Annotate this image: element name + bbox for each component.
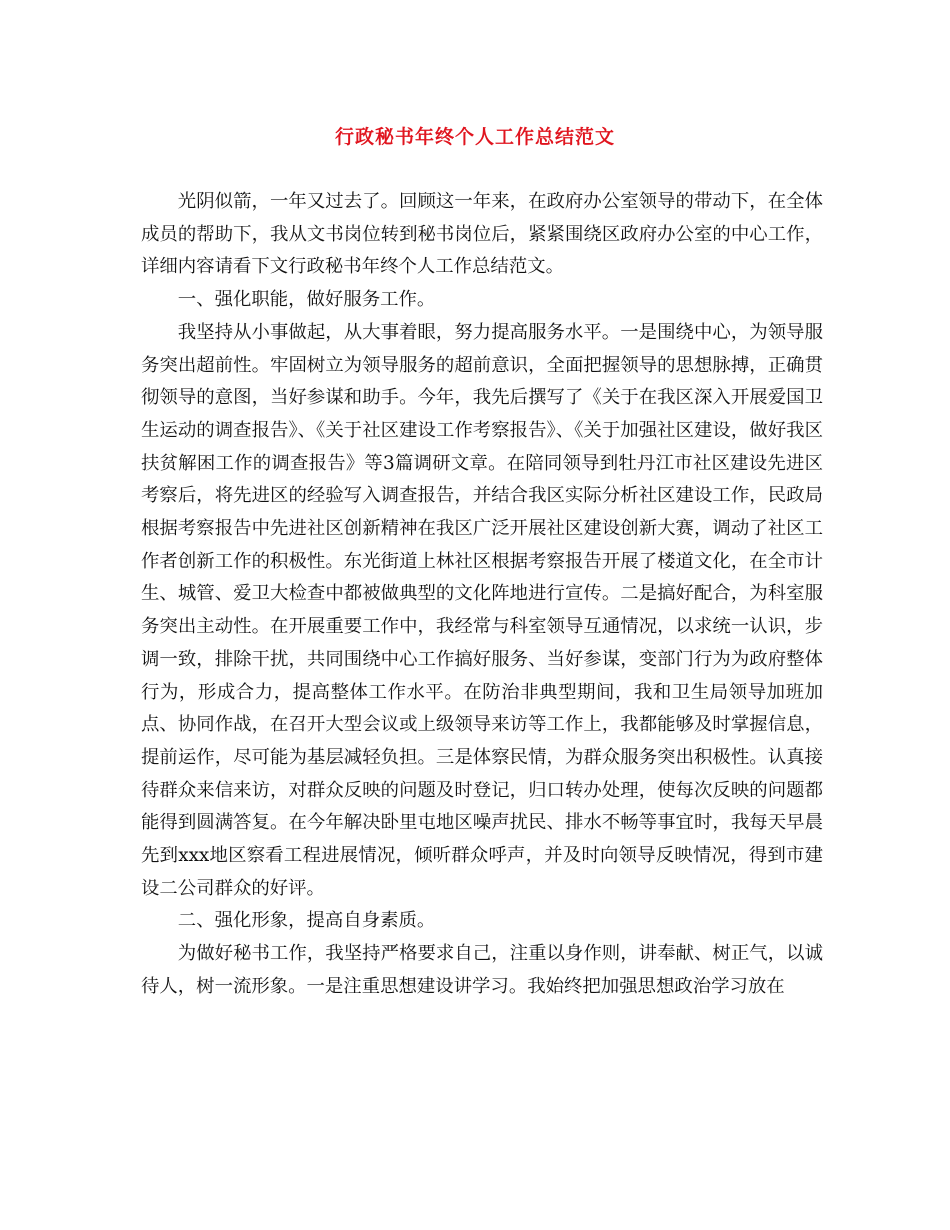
section-heading-1: 一、强化职能，做好服务工作。	[177, 289, 436, 311]
document-body	[141, 186, 823, 1004]
paragraph-intro: 光阴似箭，一年又过去了。回顾这一年来，在政府办公室领导的带动下，在全体成员的帮助下，我从文书岗位转到秘书岗位后，紧紧围绕区政府办公室的中心工作，详细内容请看下文行政秘书年终个人工作总结范文。	[141, 191, 823, 278]
document-title: 行政秘书年终个人工作总结范文	[334, 126, 615, 148]
section-heading-2: 二、强化形象，提高自身素质。	[177, 910, 436, 932]
paragraph-section-1: 我坚持从小事做起，从大事着眼，努力提高服务水平。一是围绕中心，为领导服务突出超前性。牢固树立为领导服务的超前意识，全面把握领导的思想脉搏，正确贯彻领导的意图，当好参谋和助手。今年，我先后撰写了《关于在我区深入开展爱国卫生运动的调查报告》、《关于社区建设工作考察报告》、《关于加强社区建设，做好我区扶贫解困工作的调查报告》等3篇调研文章。在陪同领导到牡丹江市社区建设先进区考察后，将先进区的经验写入调查报告，并结合我区实际分析社区建设工作，民政局根据考察报告中先进社区创新精神在我区广泛开展社区建设创新大赛，调动了社区工作者创新工作的积极性。东光街道上林社区根据考察报告开展了楼道文化，在全市计生、城管、爱卫大检查中都被做典型的文化阵地进行宣传。二是搞好配合，为科室服务突出主动性。在开展重要工作中，我经常与科室领导互通情况，以求统一认识，步调一致，排除干扰，共同围绕中心工作搞好服务、当好参谋，变部门行为为政府整体行为，形成合力，提高整体工作水平。在防治非典型期间，我和卫生局领导加班加点、协同作战，在召开大型会议或上级领导来访等工作上，我都能够及时掌握信息，提前运作，尽可能为基层减轻负担。三是体察民情，为群众服务突出积极性。认真接待群众来信来访，对群众反映的问题及时登记，归口转办处理，使每次反映的问题都能得到圆满答复。在今年解决卧里屯地区噪声扰民、排水不畅等事宜时，我每天早晨先到xxx地区察看工程进展情况，倾听群众呼声，并及时向领导反映情况，得到市建设二公司群众的好评。	[141, 321, 823, 899]
paragraph-section-2: 为做好秘书工作，我坚持严格要求自己，注重以身作则，讲奉献、树正气，以诚待人，树一流形象。一是注重思想建设讲学习。我始终把加强思想政治学习放在	[141, 943, 823, 997]
